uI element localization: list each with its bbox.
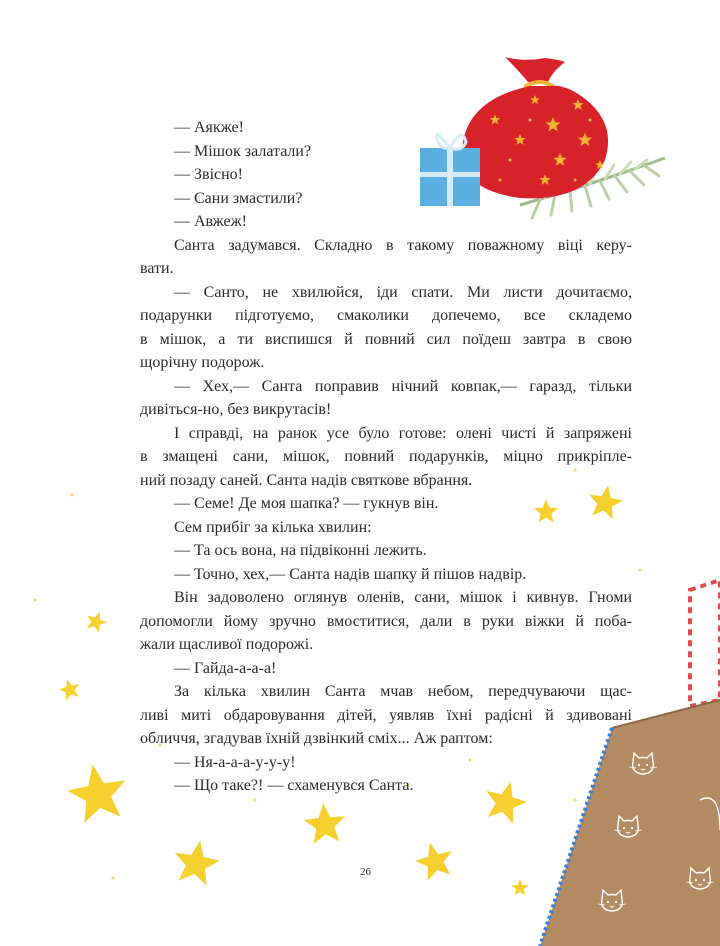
paragraph xyxy=(140,680,632,751)
paragraph-line: подарунки підготуємо, смаколики допечемо, все складемо xyxy=(140,307,632,324)
paragraph-line: Він задоволено оглянув оленів, сани, мішок і кивнув. Гноми xyxy=(174,589,632,606)
paragraph-line: обличчя, згадував їхній дзвінкий сміх... Аж раптом: xyxy=(140,730,493,747)
paragraph-line: ний позаду саней. Санта надів святкове вбрання. xyxy=(140,471,473,489)
paragraph-line: жали щасливої подорожі. xyxy=(140,636,314,653)
dialogue-line: — Ня-а-а-а-у-у-у! xyxy=(174,753,296,771)
dialogue-line: — Звісно! xyxy=(174,166,244,183)
dialogue-line: — Аякже! xyxy=(174,119,244,136)
dialogue-line: — Що таке?! — схаменувся Санта. xyxy=(174,777,414,794)
paragraph-line: — Хех,— Санта поправив нічний ковпак,— гаразд, тільки xyxy=(174,377,632,395)
dialogue-line: — Гайда-а-а-а! xyxy=(174,659,277,677)
paragraph-line: І справді, на ранок усе було готове: олені чисті й запряжені xyxy=(174,424,632,442)
paragraph xyxy=(140,422,632,493)
paragraph xyxy=(140,586,632,657)
paragraph-line: допомогли йому зручно вмоститися, дали в руки віжки й поба- xyxy=(140,612,632,630)
paragraph xyxy=(140,375,632,422)
story-text xyxy=(140,116,632,798)
paragraph-line: щорічну подорож. xyxy=(140,354,265,371)
paragraph-line: — Санто, не хвилюйся, іди спати. Ми листи дочитаємо, xyxy=(174,283,632,301)
dialogue-line: — Семе! Де моя шапка? — гукнув він. xyxy=(174,495,439,512)
paragraph xyxy=(140,234,632,281)
page-number: 26 xyxy=(360,866,371,878)
paragraph-line: Санта задумався. Складно в такому поважному віці керу- xyxy=(174,236,632,254)
paragraph-line: За кілька хвилин Санта мчав небом, передчуваючи щас- xyxy=(174,683,632,700)
dialogue-line: — Сани змастили? xyxy=(174,189,303,207)
dialogue-line: — Та ось вона, на підвіконні лежить. xyxy=(174,542,427,559)
paragraph xyxy=(140,281,632,375)
dialogue-line: Сем прибіг за кілька хвилин: xyxy=(174,518,372,536)
paragraph-line: ливі миті обдаровування дітей, уявляв їхні радісні й здивовані xyxy=(140,706,632,724)
paragraph-line: дивіться-но, без викрутасів! xyxy=(140,401,332,418)
dialogue-line: — Мішок залатали? xyxy=(174,142,312,160)
paragraph-line: в змащені сани, мішок, повний подарунків, міцно прикріпле- xyxy=(140,448,632,465)
paragraph-line: вати. xyxy=(140,260,174,277)
dialogue-line: — Авжеж! xyxy=(174,213,247,230)
paragraph-line: в мішок, а ти виспишся й повний сил поїдеш завтра в свою xyxy=(140,330,632,348)
dialogue-line: — Точно, хех,— Санта надів шапку й пішов надвір. xyxy=(174,565,527,583)
